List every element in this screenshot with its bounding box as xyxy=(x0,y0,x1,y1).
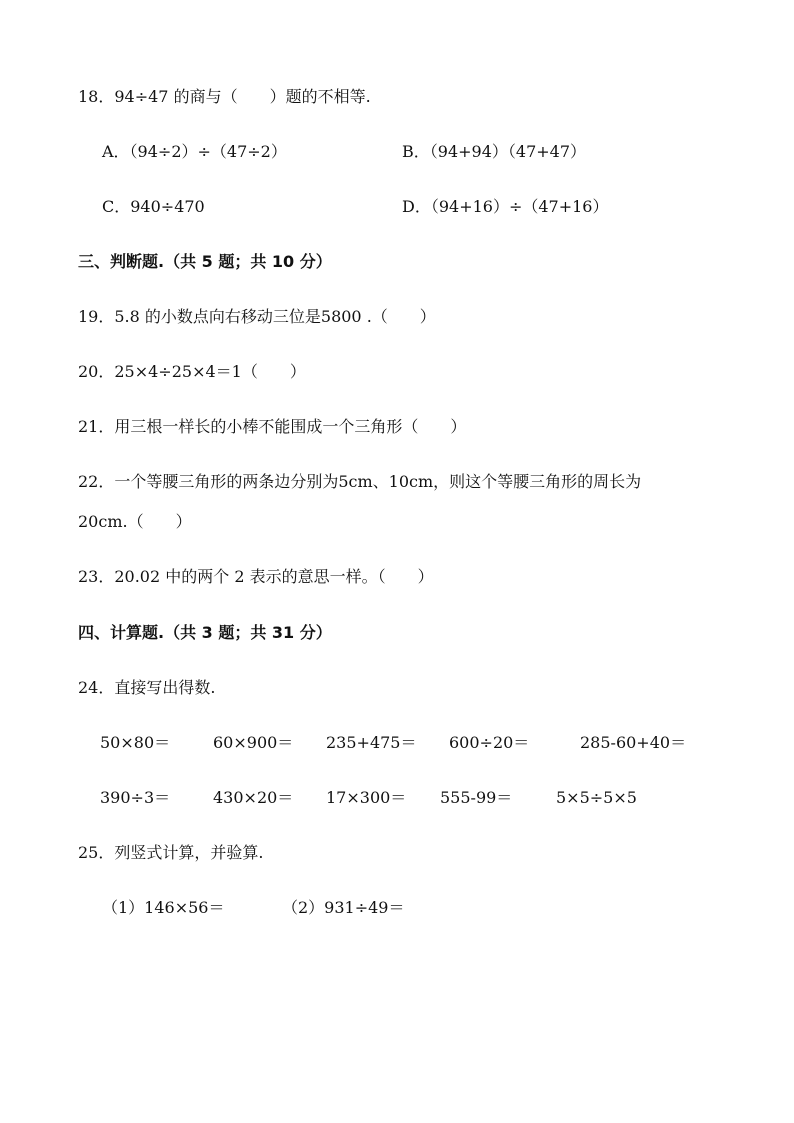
q24-row1-item1: 50×80＝ xyxy=(100,733,171,752)
q18-stem: 18．94÷47 的商与（ ）题的不相等. xyxy=(78,87,371,106)
q25-stem: 25．列竖式计算，并验算. xyxy=(78,843,264,862)
q24-row1-item3: 235+475＝ xyxy=(326,733,417,752)
q19: 19．5.8 的小数点向右移动三位是5800 .（ ） xyxy=(78,307,436,326)
q22-line1: 22．一个等腰三角形的两条边分别为5cm、10cm，则这个等腰三角形的周长为 xyxy=(78,472,642,491)
q20: 20．25×4÷25×4＝1（ ） xyxy=(78,362,306,381)
q24-stem: 24．直接写出得数. xyxy=(78,678,216,697)
q18-option-a: A．（94÷2）÷（47÷2） xyxy=(102,142,287,161)
section-4-title: 四、计算题.（共 3 题；共 31 分） xyxy=(78,623,332,642)
q21: 21．用三根一样长的小棒不能围成一个三角形（ ） xyxy=(78,417,467,436)
q24-row2-item2: 430×20＝ xyxy=(213,788,294,807)
q18-option-d: D．（94+16）÷（47+16） xyxy=(402,197,609,216)
q22-line2: 20cm.（ ） xyxy=(78,512,192,531)
q18-option-b: B．（94+94）（47+47） xyxy=(402,142,587,161)
q18-option-c: C．940÷470 xyxy=(102,197,205,216)
q24-row2-item4: 555-99＝ xyxy=(440,788,513,807)
q24-row1-item2: 60×900＝ xyxy=(213,733,294,752)
q24-row2-item5: 5×5÷5×5 xyxy=(556,788,637,807)
q24-row2-item3: 17×300＝ xyxy=(326,788,407,807)
section-3-title: 三、判断题.（共 5 题；共 10 分） xyxy=(78,252,332,271)
q25-item2: （2）931÷49＝ xyxy=(282,898,405,917)
q24-row2-item1: 390÷3＝ xyxy=(100,788,171,807)
q23: 23．20.02 中的两个 2 表示的意思一样。（ ） xyxy=(78,567,434,586)
q24-row1-item5: 285-60+40＝ xyxy=(580,733,687,752)
q24-row1-item4: 600÷20＝ xyxy=(449,733,530,752)
q25-item1: （1）146×56＝ xyxy=(102,898,225,917)
